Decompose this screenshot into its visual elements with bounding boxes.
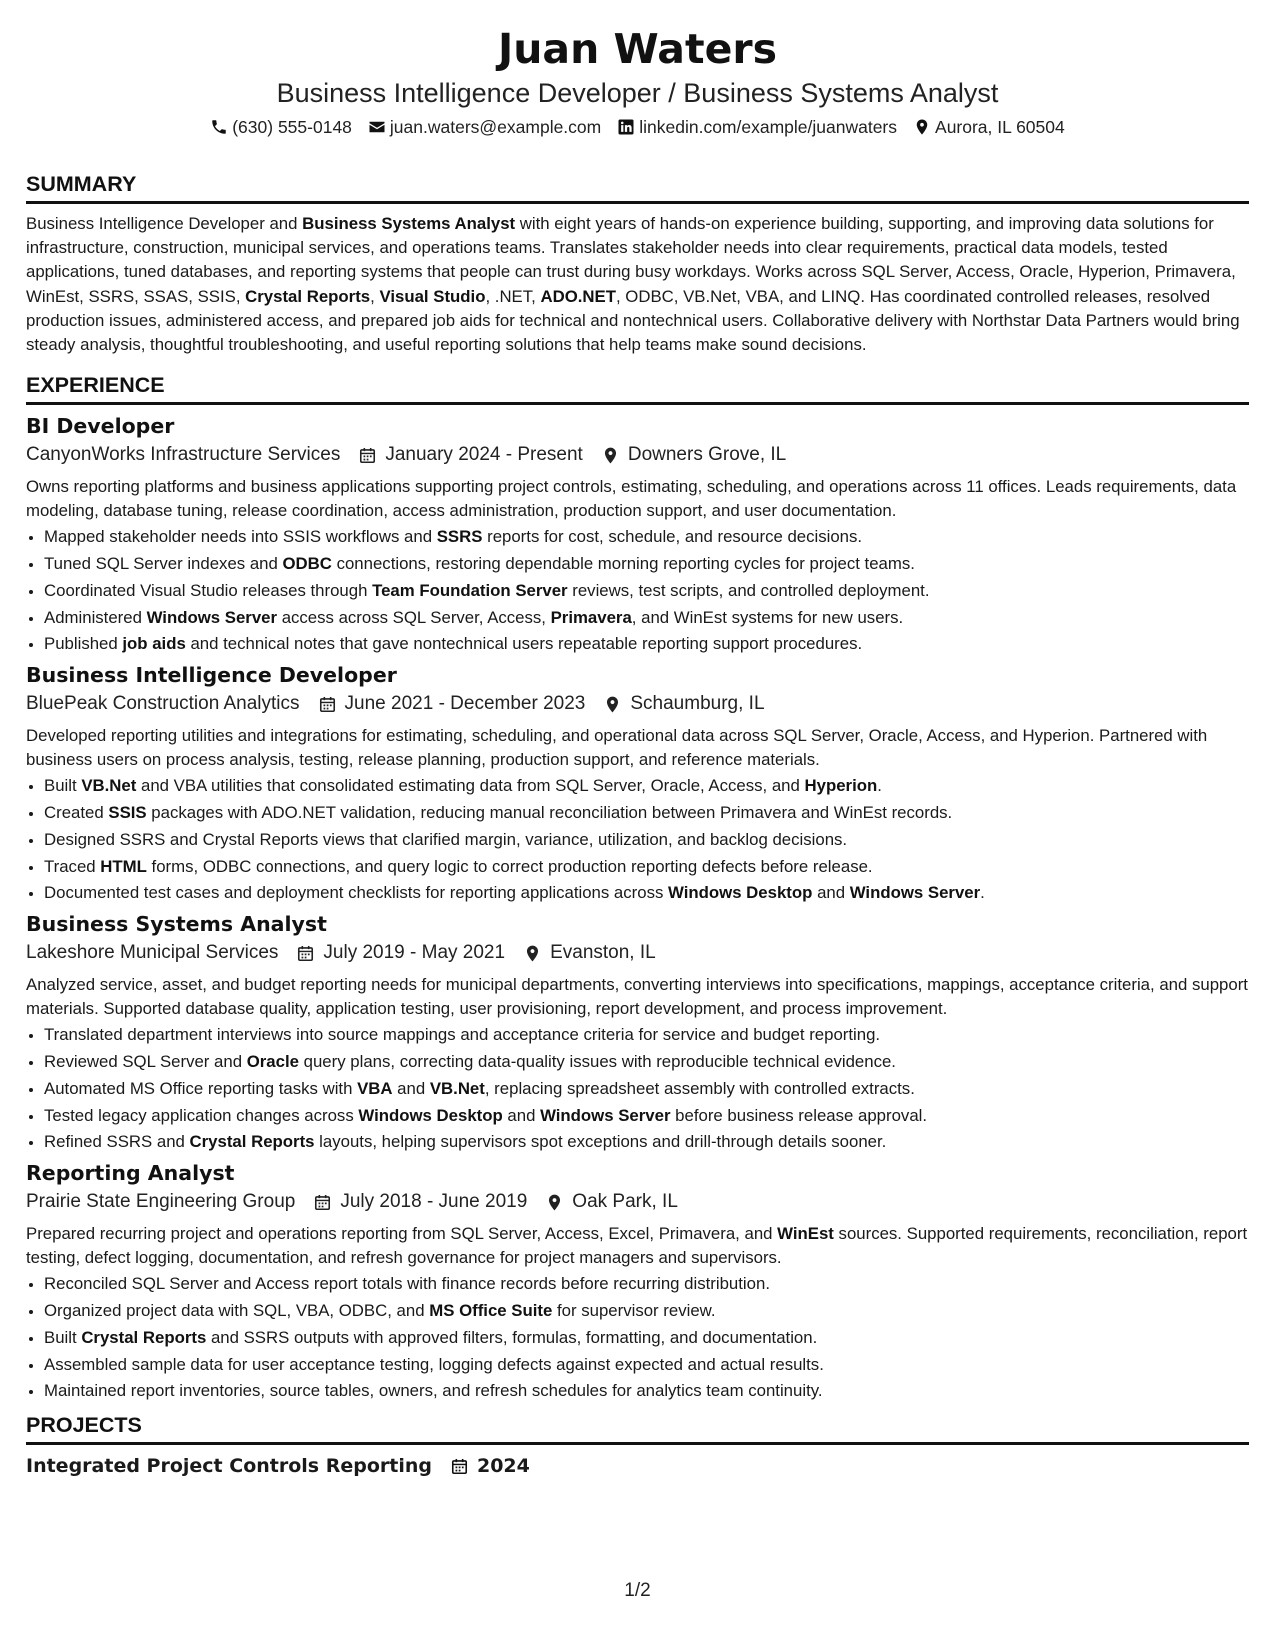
section-title-summary: SUMMARY (26, 172, 137, 196)
section-divider (26, 201, 1249, 204)
bold-term: VBA (357, 1078, 393, 1098)
section-title-projects: PROJECTS (26, 1413, 142, 1438)
bullet-item: • Automated MS Office reporting tasks with VBA and VB.Net, replacing spreadsheet assembly with controlled extracts. (44, 1076, 1249, 1103)
role-dates: July 2018 - June 2019 (340, 1191, 528, 1213)
phone-icon (210, 118, 228, 136)
bold-term: SSIS (108, 803, 147, 822)
bold-term: ADO.NET (540, 286, 616, 306)
bullet-item: • Traced HTML forms, ODBC connections, and query logic to correct production reporting defects before release. (44, 854, 1249, 881)
resume-header (26, 0, 1249, 140)
bold-term: VB.Net (429, 1078, 485, 1098)
projects-section (26, 1411, 1249, 1481)
role-dates: July 2019 - May 2021 (323, 942, 506, 964)
calendar-icon (296, 944, 315, 963)
role-bullets (26, 524, 1249, 658)
company-name: BluePeak Construction Analytics (26, 693, 300, 715)
bold-term: MS Office Suite (429, 1300, 553, 1320)
bullet-item: • Assembled sample data for user acceptance testing, logging defects against expected and actual results. (44, 1352, 1249, 1379)
role-description: Prepared recurring project and operations reporting from SQL Server, Access, Excel, Primavera, and WinEst sources. Supported requirements, reconciliation, report testing, defect logging, documentation, and refresh governance for project managers and supervisors. (26, 1224, 1248, 1268)
role-location: Oak Park, IL (572, 1191, 678, 1213)
role-bullets (26, 1271, 1249, 1405)
bullet-item: • Created SSIS packages with ADO.NET validation, reducing manual reconciliation between Primavera and WinEst records. (44, 800, 1249, 827)
calendar-icon (318, 695, 337, 714)
project-year: 2024 (476, 1455, 530, 1478)
role-meta (26, 1187, 1249, 1217)
bullet-item: • Administered Windows Server access across SQL Server, Access, Primavera, and WinEst systems for new users. (44, 605, 1249, 632)
candidate-headline: Business Intelligence Developer / Business Systems Analyst (276, 78, 999, 108)
bullet-item: • Reconciled SQL Server and Access report totals with finance records before recurring distribution. (44, 1271, 1249, 1298)
page-number: 1/2 (624, 1580, 651, 1601)
contact-location (913, 114, 1065, 140)
calendar-icon (313, 1193, 332, 1212)
contact-email[interactable] (368, 114, 601, 140)
bullet-item: • Maintained report inventories, source tables, owners, and refresh schedules for analytics team continuity. (44, 1378, 1249, 1405)
linkedin-icon (617, 118, 635, 136)
map-pin-icon (523, 944, 542, 963)
bullet-item: • Documented test cases and deployment checklists for reporting applications across Windows Desktop and Windows Server. (44, 880, 1249, 907)
section-title-experience: EXPERIENCE (26, 373, 165, 398)
map-pin-icon (603, 695, 622, 714)
bold-term: Crystal Reports (81, 1327, 207, 1347)
role-meta (26, 938, 1249, 968)
bold-term: SSRS (436, 527, 483, 547)
bold-term: Windows Desktop (358, 1105, 503, 1125)
bold-term: VB.Net (81, 776, 137, 796)
bullet-item: • Organized project data with SQL, VBA, ODBC, and MS Office Suite for supervisor review. (44, 1298, 1249, 1325)
bold-term: HTML (100, 856, 147, 876)
bold-term: WinEst (777, 1224, 834, 1244)
company-name: Lakeshore Municipal Services (26, 942, 279, 964)
role-title: Reporting Analyst (26, 1161, 235, 1186)
role-title: Business Intelligence Developer (26, 663, 397, 688)
company-name: CanyonWorks Infrastructure Services (26, 444, 341, 466)
bold-term: Crystal Reports (189, 1132, 315, 1152)
contact-line (26, 114, 1249, 140)
linkedin-text[interactable]: linkedin.com/example/juanwaters (639, 117, 898, 137)
email-text[interactable]: juan.waters@example.com (389, 117, 602, 137)
bullet-item: • Published job aids and technical notes that gave nontechnical users repeatable reporting support procedures. (44, 631, 1249, 658)
summary-section (26, 170, 1249, 357)
map-pin-icon (545, 1193, 564, 1212)
bullet-item: • Mapped stakeholder needs into SSIS workflows and SSRS reports for cost, schedule, and resource decisions. (44, 524, 1249, 551)
bullet-item: • Refined SSRS and Crystal Reports layouts, helping supervisors spot exceptions and drill-through details sooner. (44, 1129, 1249, 1156)
bold-term: Windows Server (146, 607, 278, 627)
envelope-icon (368, 118, 386, 136)
role-location: Schaumburg, IL (630, 693, 765, 715)
role-title: BI Developer (26, 414, 175, 439)
section-divider (26, 402, 1249, 405)
experience-entry (26, 662, 1249, 907)
summary-text: Business Intelligence Developer and Business Systems Analyst with eight years of hands-on experience building, supporting, and improving data solutions for infrastructure, construction, municipal services, and operations teams. Translates stakeholder needs into clear requirements, practical data models, tested applications, tuned databases, and reporting systems that people can trust during busy workdays. Works across SQL Server, Access, Oracle, Hyperion, Primavera, WinEst, SSRS, SSAS, SSIS, Crystal Reports, Visual Studio, .NET, ADO.NET, ODBC, VB.Net, VBA, and LINQ. Has coordinated controlled releases, resolved production issues, administered access, and prepared job aids for technical and nontechnical users. Collaborative delivery with Northstar Data Partners would bring steady analysis, thoughtful troubleshooting, and useful reporting solutions that help teams make sound decisions. (26, 214, 1240, 355)
bullet-item: • Translated department interviews into source mappings and acceptance criteria for service and budget reporting. (44, 1022, 1249, 1049)
role-dates: June 2021 - December 2023 (344, 693, 586, 715)
bullet-item: • Designed SSRS and Crystal Reports views that clarified margin, variance, utilization, and backlog decisions. (44, 827, 1249, 854)
role-title: Business Systems Analyst (26, 912, 327, 937)
bullet-item: • Built VB.Net and VBA utilities that consolidated estimating data from SQL Server, Oracle, Access, and Hyperion. (44, 773, 1249, 800)
experience-list (26, 413, 1249, 1405)
bullet-item: • Reviewed SQL Server and Oracle query plans, correcting data-quality issues with reproducible technical evidence. (44, 1049, 1249, 1076)
map-pin-icon (601, 446, 620, 465)
section-divider (26, 1442, 1249, 1445)
role-description: Owns reporting platforms and business applications supporting project controls, estimating, scheduling, and operations across 11 offices. Leads requirements, data modeling, database tuning, release coordination, access administration, production support, and user documentation. (26, 477, 1237, 521)
role-description: Developed reporting utilities and integrations for estimating, scheduling, and operational data across SQL Server, Oracle, Access, and Hyperion. Partnered with business users on process analysis, testing, release planning, production support, and reference materials. (26, 726, 1208, 770)
bold-term: ODBC (282, 554, 332, 574)
location-text: Aurora, IL 60504 (935, 117, 1065, 137)
bold-term: Primavera (550, 607, 632, 627)
company-name: Prairie State Engineering Group (26, 1191, 296, 1213)
project-item (26, 1451, 1249, 1481)
bullet-item: • Built Crystal Reports and SSRS outputs with approved filters, formulas, formatting, and documentation. (44, 1325, 1249, 1352)
calendar-icon (450, 1457, 469, 1476)
bullet-item: • Coordinated Visual Studio releases through Team Foundation Server reviews, test scripts, and controlled deployment. (44, 578, 1249, 605)
project-name: Integrated Project Controls Reporting (26, 1455, 432, 1478)
role-bullets (26, 773, 1249, 907)
role-description: Analyzed service, asset, and budget reporting needs for municipal departments, converting interviews into specifications, mappings, acceptance criteria, and support materials. Supported database quality, application testing, user provisioning, report development, and process improvement. (26, 975, 1248, 1019)
experience-entry (26, 1160, 1249, 1405)
bold-term: Oracle (246, 1051, 299, 1071)
calendar-icon (358, 446, 377, 465)
experience-section (26, 371, 1249, 1405)
role-meta (26, 689, 1249, 719)
role-location: Evanston, IL (550, 942, 656, 964)
bold-term: job aids (122, 634, 186, 654)
map-pin-icon (913, 118, 931, 136)
role-location: Downers Grove, IL (627, 444, 787, 466)
contact-phone (210, 114, 352, 140)
contact-linkedin[interactable] (617, 114, 897, 140)
bold-term: Windows Server (849, 883, 981, 903)
role-dates: January 2024 - Present (385, 444, 583, 466)
bullet-item: • Tuned SQL Server indexes and ODBC connections, restoring dependable morning reporting cycles for project teams. (44, 551, 1249, 578)
bullet-item: • Tested legacy application changes across Windows Desktop and Windows Server before business release approval. (44, 1103, 1249, 1130)
candidate-name: Juan Waters (497, 25, 778, 73)
bold-term: Hyperion (804, 776, 878, 796)
bold-term: Crystal Reports (245, 286, 371, 306)
bold-term: Visual Studio (379, 286, 486, 306)
phone-text: (630) 555-0148 (232, 117, 352, 137)
experience-entry (26, 413, 1249, 658)
role-meta (26, 440, 1249, 470)
bold-term: Business Systems Analyst (302, 214, 516, 233)
bold-term: Windows Server (540, 1105, 671, 1125)
experience-entry (26, 911, 1249, 1156)
bold-term: Windows Desktop (668, 883, 813, 903)
bold-term: Team Foundation Server (372, 580, 568, 600)
role-bullets (26, 1022, 1249, 1156)
